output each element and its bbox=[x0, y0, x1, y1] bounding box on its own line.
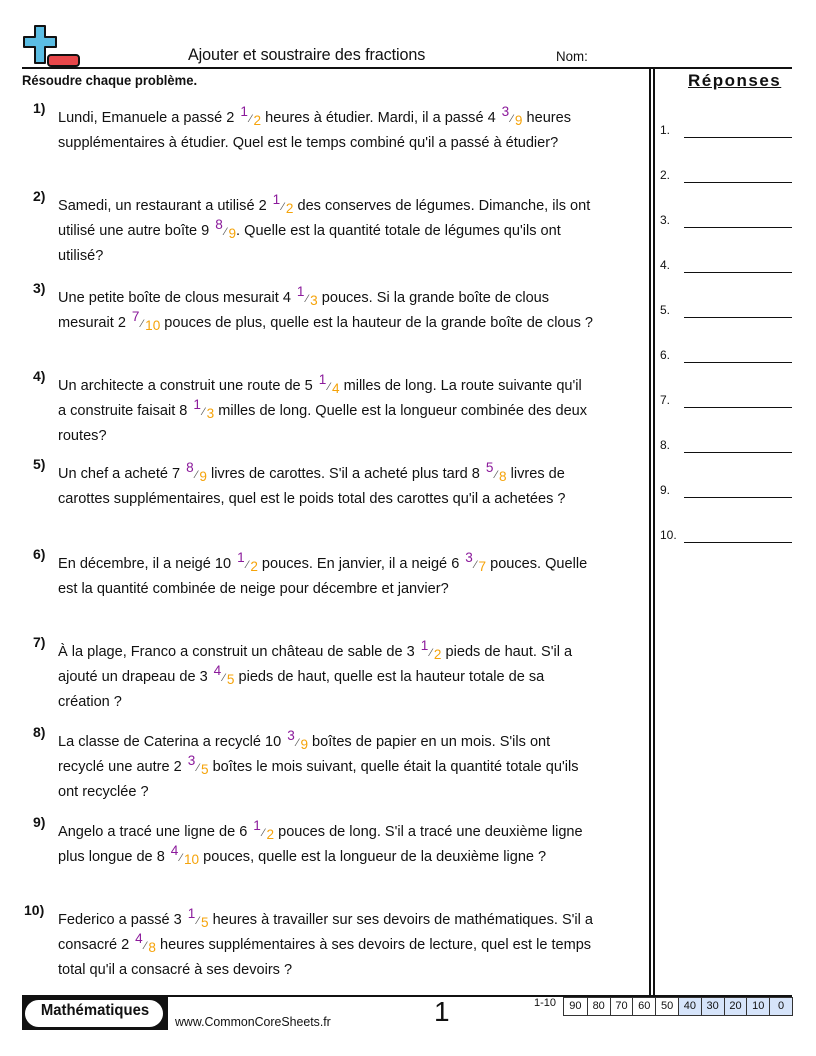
text-segment: mesurait 2 bbox=[58, 314, 130, 331]
text-segment: pouces de plus, quelle est la hauteur de la grande boîte de clous ? bbox=[160, 314, 594, 331]
fraction-numerator: 1 bbox=[193, 396, 201, 412]
answer-blank[interactable] bbox=[684, 542, 792, 543]
text-segment: milles de long. Quelle est la longueur combinée des deux bbox=[214, 402, 588, 419]
problem-line bbox=[58, 371, 630, 399]
problem-number: 2) bbox=[33, 188, 46, 204]
problem-text bbox=[58, 637, 630, 713]
fraction-numerator: 7 bbox=[131, 308, 140, 324]
text-segment: Une petite boîte de clous mesurait 4 bbox=[58, 289, 295, 306]
answer-number: 4. bbox=[660, 258, 671, 272]
fraction-denominator: 2 bbox=[250, 558, 258, 574]
problem-line bbox=[58, 424, 630, 447]
problem-line bbox=[58, 905, 630, 933]
page-number: 1 bbox=[434, 996, 450, 1027]
fraction-numerator: 4 bbox=[135, 930, 143, 946]
answer-row bbox=[660, 258, 795, 278]
problem-text bbox=[58, 103, 630, 156]
fraction-slash: ⁄ bbox=[202, 406, 205, 418]
problem-number: 9) bbox=[33, 814, 46, 830]
column-divider bbox=[653, 67, 655, 996]
fraction-slash: ⁄ bbox=[296, 737, 299, 749]
text-segment: pouces. Si la grande boîte de clous bbox=[317, 289, 550, 306]
logo-plus-minus-icon bbox=[22, 25, 80, 67]
fraction bbox=[184, 459, 207, 484]
score-cell: 50 bbox=[655, 998, 678, 1015]
fraction-numerator: 1 bbox=[253, 817, 261, 833]
answer-number: 6. bbox=[660, 348, 671, 362]
score-cell: 80 bbox=[587, 998, 610, 1015]
header-divider bbox=[22, 67, 792, 69]
instructions: Résoudre chaque problème. bbox=[22, 72, 198, 88]
text-segment: utilisé une autre boîte 9 bbox=[58, 222, 214, 239]
answer-number: 10. bbox=[660, 528, 677, 542]
text-segment: Un chef a acheté 7 bbox=[58, 465, 185, 482]
problem-number: 5) bbox=[33, 456, 46, 472]
text-segment: des conserves de légumes. Dimanche, ils ont bbox=[293, 197, 591, 214]
answer-blank[interactable] bbox=[684, 452, 792, 453]
score-cell: 30 bbox=[701, 998, 724, 1015]
answer-blank[interactable] bbox=[684, 317, 792, 318]
text-segment: ajouté un drapeau de 3 bbox=[58, 668, 212, 685]
answer-row bbox=[660, 438, 795, 458]
fraction-numerator: 8 bbox=[186, 459, 194, 475]
problem-line bbox=[58, 549, 630, 577]
answer-number: 5. bbox=[660, 303, 671, 317]
answer-number: 8. bbox=[660, 438, 671, 452]
fraction-denominator: 10 bbox=[145, 317, 161, 333]
problem-line bbox=[58, 216, 630, 244]
score-cell: 20 bbox=[724, 998, 747, 1015]
text-segment: boîtes de papier en un mois. S'ils ont bbox=[308, 733, 551, 750]
problem-line bbox=[58, 396, 630, 424]
answer-number: 9. bbox=[660, 483, 671, 497]
fraction-slash: ⁄ bbox=[180, 852, 183, 864]
fraction-numerator: 4 bbox=[170, 842, 179, 858]
text-segment: a construite faisait 8 bbox=[58, 402, 192, 419]
answer-blank[interactable] bbox=[684, 407, 792, 408]
fraction-slash: ⁄ bbox=[195, 469, 198, 481]
fraction-numerator: 3 bbox=[287, 727, 295, 743]
fraction bbox=[130, 308, 161, 333]
fraction-denominator: 9 bbox=[514, 112, 523, 128]
fraction-denominator: 8 bbox=[148, 939, 156, 955]
score-cell: 10 bbox=[746, 998, 769, 1015]
fraction-numerator: 1 bbox=[187, 905, 196, 921]
problem-line bbox=[58, 283, 630, 311]
fraction bbox=[212, 662, 235, 687]
fraction-numerator: 8 bbox=[215, 216, 223, 232]
fraction-slash: ⁄ bbox=[511, 113, 513, 125]
fraction bbox=[484, 459, 507, 484]
score-cell: 70 bbox=[610, 998, 633, 1015]
problem-text bbox=[58, 905, 630, 981]
problem-text bbox=[58, 283, 630, 336]
column-divider bbox=[649, 67, 651, 996]
text-segment: boîtes le mois suivant, quelle était la quantité totale qu'ils bbox=[208, 758, 579, 775]
answers-title: Réponses bbox=[688, 71, 782, 90]
fraction bbox=[191, 396, 215, 421]
website-link[interactable]: www.CommonCoreSheets.fr bbox=[175, 1014, 331, 1029]
fraction-numerator: 1 bbox=[318, 371, 327, 387]
fraction-denominator: 9 bbox=[228, 225, 237, 241]
text-segment: heures à travailler sur ses devoirs de mathématiques. S'il a bbox=[208, 911, 594, 928]
answer-blank[interactable] bbox=[684, 497, 792, 498]
text-segment: pouces, quelle est la longueur de la deuxième ligne ? bbox=[199, 848, 547, 865]
text-segment: Lundi, Emanuele a passé 2 bbox=[58, 109, 239, 126]
answer-number: 1. bbox=[660, 123, 671, 137]
fraction-numerator: 1 bbox=[272, 191, 281, 207]
text-segment: supplémentaires à étudier. Quel est le temps combiné qu'il a passé à étudier? bbox=[58, 134, 559, 151]
fraction-numerator: 1 bbox=[237, 549, 245, 565]
problem-number: 4) bbox=[33, 368, 46, 384]
answer-row bbox=[660, 123, 795, 143]
problem-line bbox=[58, 308, 630, 336]
fraction-numerator: 1 bbox=[240, 103, 248, 119]
problem-text bbox=[58, 191, 630, 267]
fraction-slash: ⁄ bbox=[262, 827, 265, 839]
problem-line bbox=[58, 191, 630, 219]
problem-line bbox=[58, 930, 630, 958]
score-cell: 40 bbox=[678, 998, 701, 1015]
problem-number: 1) bbox=[33, 100, 46, 116]
text-segment: À la plage, Franco a construit un château de sable de 3 bbox=[58, 643, 419, 660]
score-cell: 60 bbox=[632, 998, 655, 1015]
score-cell: 0 bbox=[769, 998, 792, 1015]
problem-number: 6) bbox=[33, 546, 46, 562]
problem-line bbox=[58, 817, 630, 845]
text-segment: pouces de long. S'il a tracé une deuxième ligne bbox=[274, 823, 583, 840]
text-segment: pouces. En janvier, il a neigé 6 bbox=[257, 555, 464, 572]
answer-blank[interactable] bbox=[684, 362, 792, 363]
answer-blank[interactable] bbox=[684, 137, 792, 138]
fraction-slash: ⁄ bbox=[306, 293, 309, 305]
problem-text bbox=[58, 459, 630, 512]
fraction bbox=[463, 549, 487, 574]
fraction-numerator: 5 bbox=[485, 459, 494, 475]
fraction-denominator: 5 bbox=[200, 761, 209, 777]
problem-line bbox=[58, 131, 630, 156]
fraction-numerator: 3 bbox=[501, 103, 510, 119]
fraction-denominator: 7 bbox=[478, 558, 487, 574]
answer-row bbox=[660, 483, 795, 503]
badge-label: Mathématiques bbox=[40, 1002, 150, 1019]
text-segment: pieds de haut. S'il a bbox=[441, 643, 573, 660]
fraction bbox=[251, 817, 275, 842]
problem-line bbox=[58, 780, 630, 803]
answer-blank[interactable] bbox=[684, 182, 792, 183]
fraction bbox=[285, 727, 309, 752]
problem-number: 8) bbox=[33, 724, 46, 740]
fraction-slash: ⁄ bbox=[197, 915, 200, 927]
text-segment: création ? bbox=[58, 693, 122, 710]
problem-line bbox=[58, 662, 630, 690]
fraction bbox=[235, 549, 258, 574]
fraction-slash: ⁄ bbox=[474, 559, 477, 571]
problem-number: 7) bbox=[33, 634, 46, 650]
fraction bbox=[238, 103, 262, 128]
fraction-denominator: 9 bbox=[300, 736, 309, 752]
fraction-numerator: 1 bbox=[420, 637, 429, 653]
answer-blank[interactable] bbox=[684, 227, 792, 228]
text-segment: routes? bbox=[58, 427, 107, 444]
problem-line bbox=[58, 752, 630, 780]
text-segment: heures bbox=[522, 109, 572, 126]
problem-line bbox=[58, 577, 630, 602]
text-segment: . Quelle est la quantité totale de légumes qu'ils ont bbox=[236, 222, 561, 239]
fraction-slash: ⁄ bbox=[430, 647, 432, 659]
problem-text bbox=[58, 371, 630, 447]
score-table bbox=[563, 997, 793, 1016]
fraction bbox=[500, 103, 523, 128]
fraction-denominator: 2 bbox=[253, 112, 262, 128]
problem-number: 10) bbox=[24, 902, 45, 918]
problem-number: 3) bbox=[33, 280, 46, 296]
text-segment: carottes supplémentaires, quel est le poids total des carottes qu'il a achetées ? bbox=[58, 490, 566, 507]
fraction bbox=[213, 216, 237, 241]
fraction-numerator: 3 bbox=[187, 752, 196, 768]
problem-line bbox=[58, 103, 630, 131]
score-cell: 90 bbox=[569, 1000, 582, 1012]
fraction-slash: ⁄ bbox=[495, 469, 498, 481]
fraction-denominator: 10 bbox=[184, 851, 200, 867]
fraction-denominator: 8 bbox=[499, 468, 507, 484]
problem-line bbox=[58, 459, 630, 487]
answer-number: 3. bbox=[660, 213, 671, 227]
text-segment: utilisé? bbox=[58, 247, 104, 264]
fraction-slash: ⁄ bbox=[197, 762, 200, 774]
fraction-slash: ⁄ bbox=[141, 318, 144, 330]
fraction-slash: ⁄ bbox=[144, 940, 147, 952]
text-segment: est la quantité combinée de neige pour décembre et janvier? bbox=[58, 580, 449, 597]
answer-row bbox=[660, 393, 795, 413]
fraction-denominator: 2 bbox=[433, 646, 442, 662]
text-segment: pouces. Quelle bbox=[486, 555, 588, 572]
fraction bbox=[186, 905, 209, 930]
answer-blank[interactable] bbox=[684, 272, 792, 273]
fraction-denominator: 3 bbox=[310, 292, 318, 308]
text-segment: livres de carottes. S'il a acheté plus tard 8 bbox=[206, 465, 484, 482]
text-segment: heures à étudier. Mardi, il a passé 4 bbox=[261, 109, 500, 126]
problem-line bbox=[58, 637, 630, 665]
fraction-numerator: 4 bbox=[213, 662, 222, 678]
text-segment: Un architecte a construit une route de 5 bbox=[58, 377, 317, 394]
worksheet-title: Ajouter et soustraire des fractions bbox=[188, 45, 426, 64]
name-label: Nom: bbox=[556, 48, 588, 64]
answer-row bbox=[660, 348, 795, 368]
fraction-slash: ⁄ bbox=[282, 201, 284, 213]
problem-line bbox=[58, 727, 630, 755]
fraction-numerator: 3 bbox=[465, 549, 473, 565]
fraction-denominator: 5 bbox=[226, 671, 235, 687]
fraction bbox=[186, 752, 209, 777]
text-segment: milles de long. La route suivante qu'il bbox=[339, 377, 582, 394]
fraction bbox=[295, 283, 318, 308]
text-segment: total qu'il a consacré à ses devoirs ? bbox=[58, 961, 293, 978]
problem-text bbox=[58, 817, 630, 870]
text-segment: heures supplémentaires à ses devoirs de lecture, quel est le temps bbox=[155, 936, 592, 953]
fraction bbox=[271, 191, 294, 216]
answer-row bbox=[660, 168, 795, 188]
score-range-label: 1-10 bbox=[534, 997, 557, 1009]
text-segment: Angelo a tracé une ligne de 6 bbox=[58, 823, 252, 840]
text-segment: livres de bbox=[506, 465, 565, 482]
answer-row bbox=[660, 528, 795, 548]
text-segment: Samedi, un restaurant a utilisé 2 bbox=[58, 197, 271, 214]
fraction-slash: ⁄ bbox=[223, 672, 225, 684]
fraction-slash: ⁄ bbox=[249, 113, 252, 125]
text-segment: La classe de Caterina a recyclé 10 bbox=[58, 733, 286, 750]
fraction-denominator: 2 bbox=[266, 826, 275, 842]
text-segment: consacré 2 bbox=[58, 936, 134, 953]
problem-text bbox=[58, 727, 630, 803]
text-segment: recyclé une autre 2 bbox=[58, 758, 186, 775]
text-segment: Federico a passé 3 bbox=[58, 911, 186, 928]
problem-text bbox=[58, 549, 630, 602]
answer-row bbox=[660, 303, 795, 323]
text-segment: En décembre, il a neigé 10 bbox=[58, 555, 236, 572]
subject-badge bbox=[22, 997, 168, 1030]
fraction-numerator: 1 bbox=[296, 283, 305, 299]
text-segment: ont recyclée ? bbox=[58, 783, 149, 800]
fraction bbox=[317, 371, 340, 396]
fraction bbox=[169, 842, 200, 867]
text-segment: pieds de haut, quelle est la hauteur totale de sa bbox=[234, 668, 545, 685]
fraction-slash: ⁄ bbox=[328, 381, 331, 393]
answer-number: 7. bbox=[660, 393, 671, 407]
fraction-denominator: 9 bbox=[199, 468, 207, 484]
fraction bbox=[133, 930, 156, 955]
answer-number: 2. bbox=[660, 168, 671, 182]
problem-line bbox=[58, 842, 630, 870]
text-segment: plus longue de 8 bbox=[58, 848, 169, 865]
fraction-denominator: 2 bbox=[285, 200, 294, 216]
fraction-denominator: 4 bbox=[331, 380, 340, 396]
fraction bbox=[419, 637, 442, 662]
problem-line bbox=[58, 958, 630, 981]
problem-line bbox=[58, 690, 630, 713]
problem-line bbox=[58, 487, 630, 512]
fraction-denominator: 5 bbox=[200, 914, 209, 930]
fraction-slash: ⁄ bbox=[224, 226, 227, 238]
problem-line bbox=[58, 244, 630, 267]
answer-row bbox=[660, 213, 795, 233]
fraction-slash: ⁄ bbox=[246, 559, 249, 571]
fraction-denominator: 3 bbox=[206, 405, 215, 421]
